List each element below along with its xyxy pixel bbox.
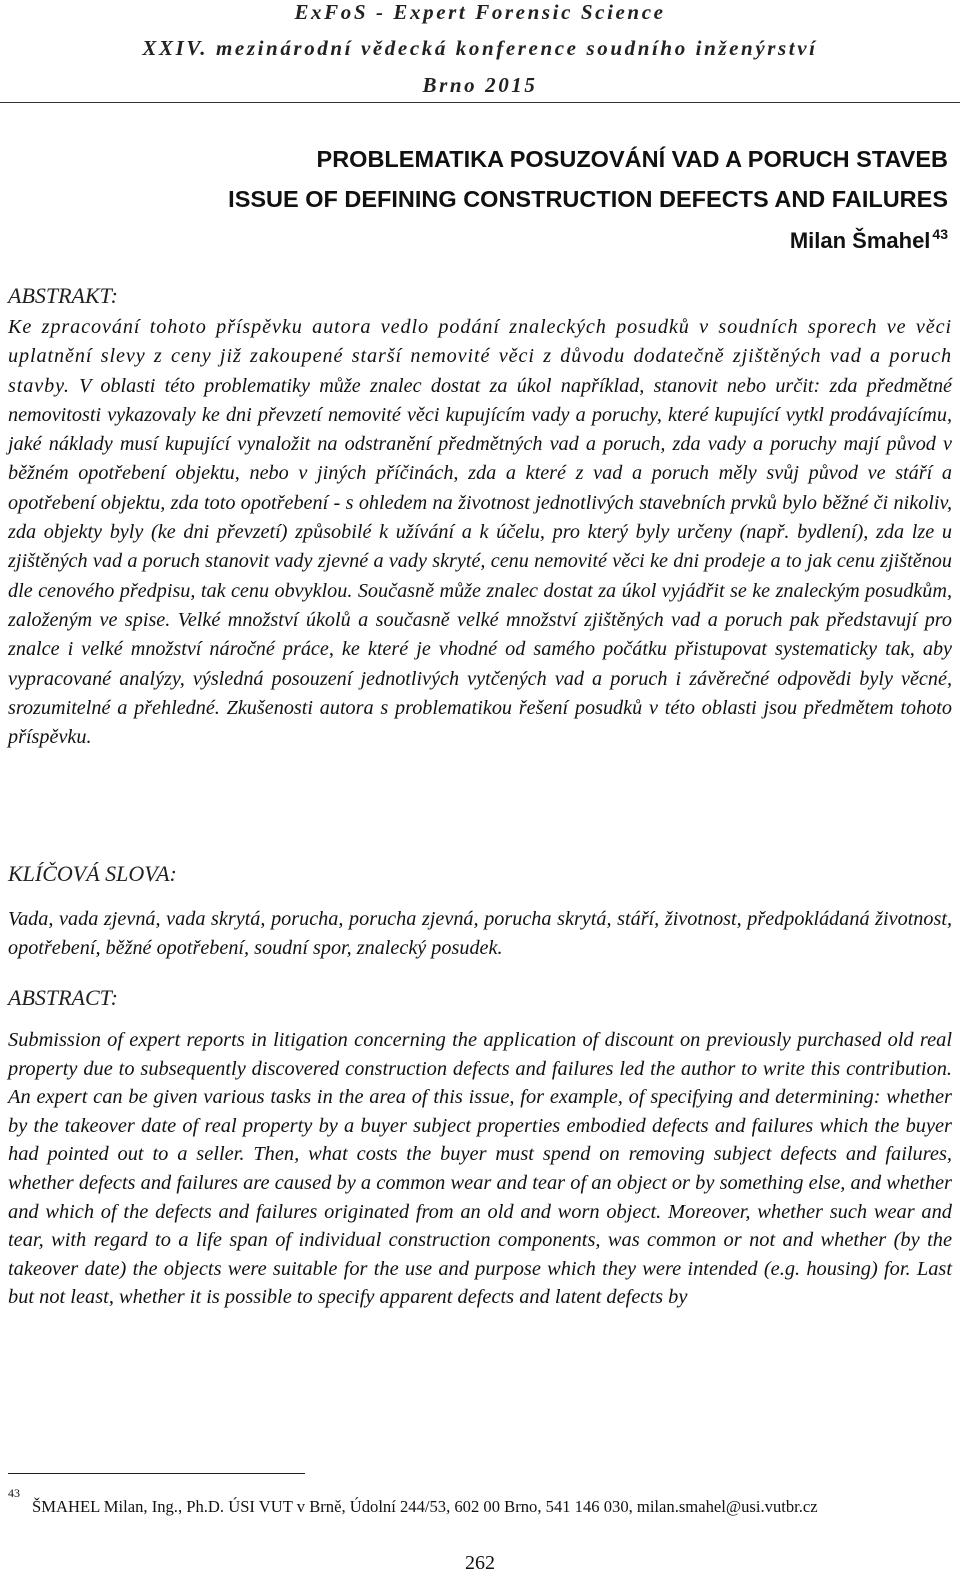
author-name: Milan Šmahel <box>789 228 931 253</box>
paper-title-en: ISSUE OF DEFINING CONSTRUCTION DEFECTS AND FAILURES <box>228 186 948 212</box>
running-header-line3: Brno 2015 <box>422 73 538 97</box>
keywords-text: Vada, vada zjevná, vada skrytá, porucha, porucha zjevná, porucha skrytá, stáří, životnost, předpokládaná životnost, opotřebení, běžné opotřebení, soudní spor, znalecký posudek. <box>8 908 952 959</box>
running-header-line1: ExFoS - Expert Forensic Science <box>294 0 666 24</box>
footnote-rule <box>8 1473 305 1474</box>
header-rule <box>0 102 960 103</box>
paper-title-cz: PROBLEMATIKA POSUZOVÁNÍ VAD A PORUCH STAVEB <box>316 146 948 172</box>
abstrakt-paragraph <box>8 313 952 752</box>
footnote-mark: 43 <box>8 1486 20 1500</box>
page-number: 262 <box>465 1552 495 1574</box>
footnote-text: ŠMAHEL Milan, Ing., Ph.D. ÚSI VUT v Brně, Údolní 244/53, 602 00 Brno, 541 146 030, milan.smahel@usi.vutbr.cz <box>32 1497 818 1516</box>
author-footnote-ref: 43 <box>932 226 948 242</box>
abstrakt-heading: ABSTRAKT: <box>8 283 119 308</box>
author-line <box>790 226 948 254</box>
abstrakt-lead-text: Ke zpracování tohoto příspěvku autora vedlo podání znaleckých posudků v soudních sporech ve věci uplatnění slevy z ceny již zakoupené starší nemovité věci z důvodu dodatečně zjištěných vad a poruch stavby. <box>8 316 952 397</box>
keywords-heading: KLÍČOVÁ SLOVA: <box>8 861 177 886</box>
running-header-line2: XXIV. mezinárodní vědecká konference soudního inženýrství <box>142 36 818 60</box>
abstract-heading: ABSTRACT: <box>8 985 119 1010</box>
abstract-text: Submission of expert reports in litigation concerning the application of discount on previously purchased old real property due to subsequently discovered construction defects and failures led the author to write this contribution. An expert can be given various tasks in the area of this issue, for example, of specifying and determining: whether by the takeover date of real property by a buyer subject properties embodied defects and failures which the buyer had pointed out to a seller. Then, what costs the buyer must spend on removing subject defects and failures, whether defects and failures are caused by a common wear and tear of an object or by something else, and whether and which of the defects and failures originated from an old and worn object. Moreover, whether such wear and tear, with regard to a life span of individual construction components, was common or not and whether (by the takeover date) the objects were suitable for the use and purpose which they were intended (e.g. housing) for. Last but not least, whether it is possible to specify apparent defects and latent defects by <box>8 1029 952 1309</box>
abstrakt-body-text: V oblasti této problematiky může znalec dostat za úkol například, stanovit nebo určit: zda předmětné nemovitosti vykazovaly ke dni převzetí nemovité věci kupujícím vady a poruchy, které kupující vytkl prodávajícímu, jaké náklady musí kupující vynaložit na odstranění předmětných vad a poruch, zda vady a poruchy mají původ v běžném opotřebení objektu, nebo v jiných příčinách, zda a které z vad a poruch měly svůj původ ve stáří a opotřebení objektu, zda toto opotřebení - s ohledem na životnost jednotlivých stavebních prvků bylo běžné či nikoliv, zda objekty byly (ke dni převzetí) způsobilé k užívání a k účelu, pro který byly určeny (např. bydlení), zda lze u zjištěných vad a poruch stanovit vady zjevné a vady skryté, cenu nemovité věci ke dni prodeje a to jak cenu zjištěnou dle cenového předpisu, tak cenu obvyklou. Současně může znalec dostat za úkol vyjádřit se ke znaleckým posudkům, založeným ve spise. Velké množství úkolů a současně velké množství zjištěných vad a poruch pak představují pro znalce i velké množství náročné práce, ke které je vhodné od samého počátku přistupovat systematicky tak, aby vypracované analýzy, výsledná posouzení jednotlivých vytčených vad a poruch i závěrečné odpovědi byly věcné, srozumitelné a přehledné. Zkušenosti autora s problematikou řešení posudků v této oblasti jsou předmětem tohoto příspěvku. <box>8 374 953 749</box>
